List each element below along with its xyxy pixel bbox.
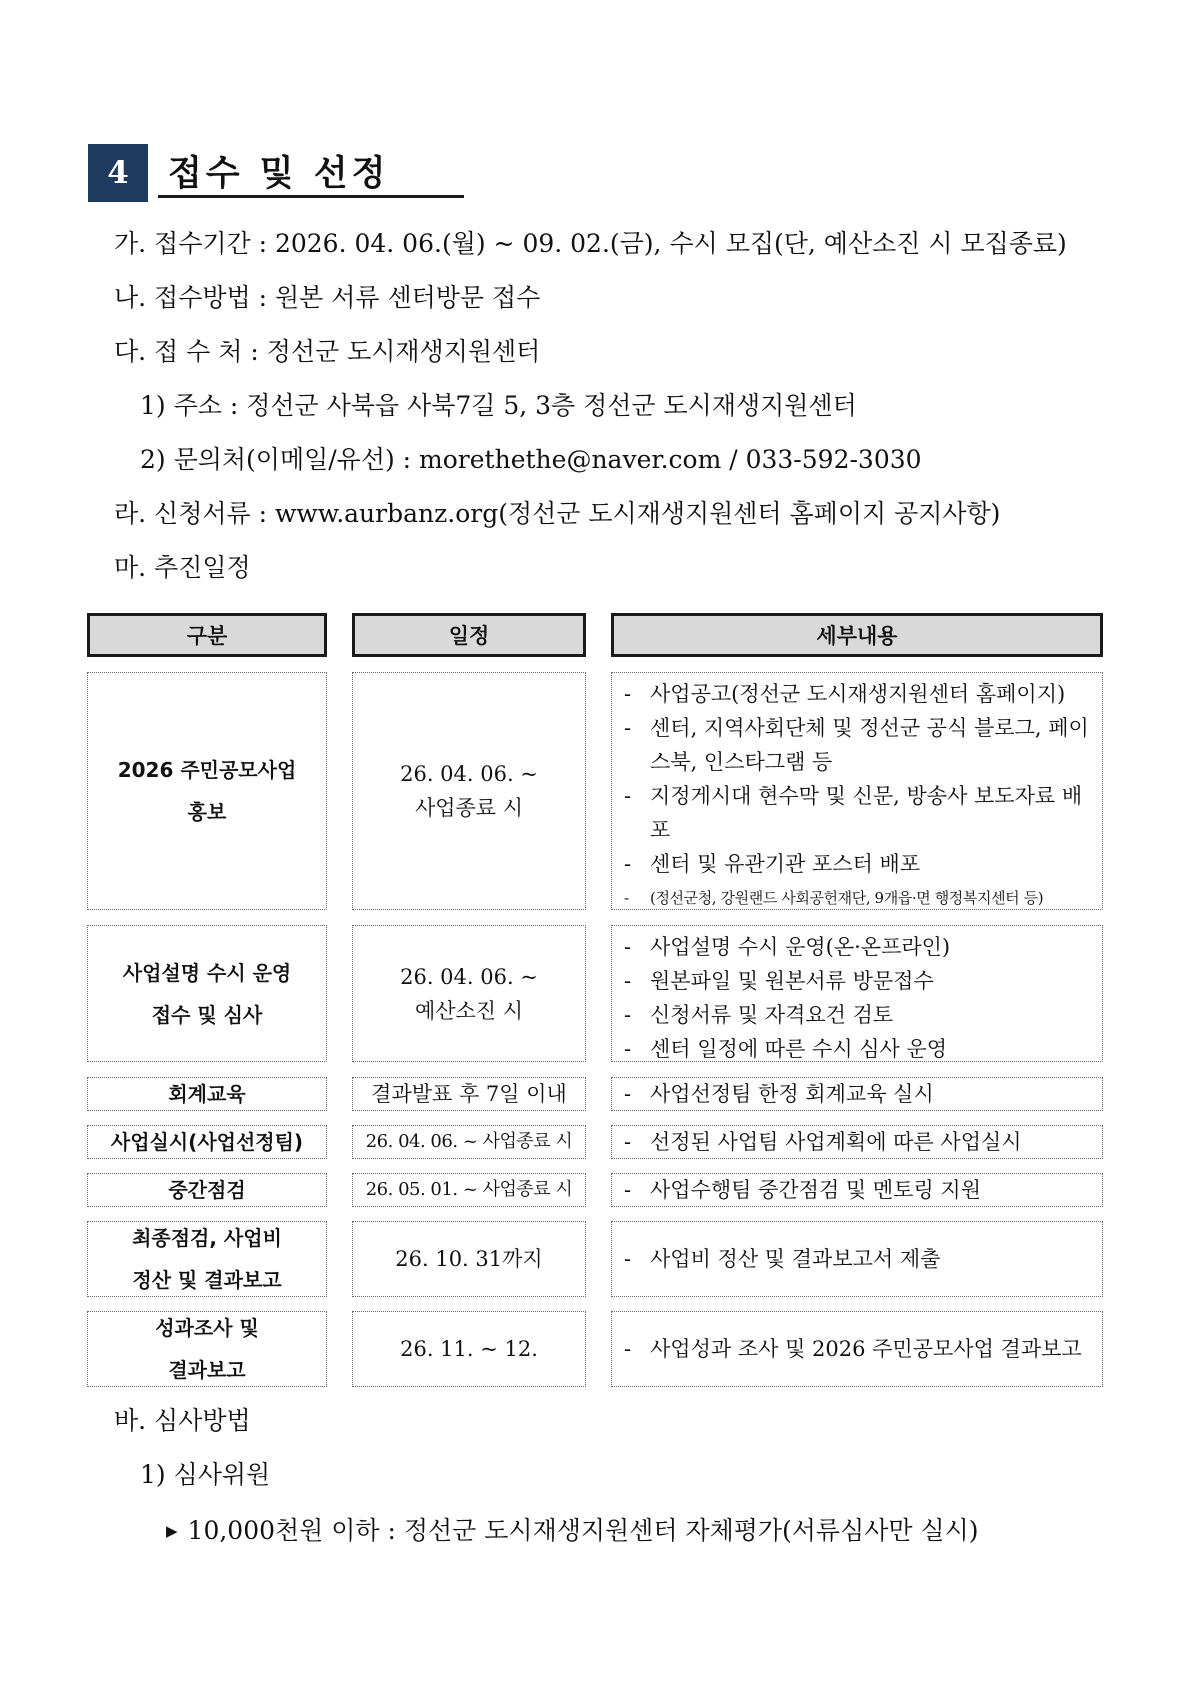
table-row-category: 중간점검: [87, 1173, 327, 1207]
table-row-category: 사업설명 수시 운영 접수 및 심사: [87, 925, 327, 1062]
table-row-details: [611, 1221, 1103, 1297]
reviewers-criteria: ▶ 10,000천원 이하 : 정선군 도시재생지원센터 자체평가(서류심사만 실시): [166, 1516, 979, 1545]
list-item: - 신청서류 및 자격요건 검토: [622, 998, 1094, 1032]
table-row-details: [611, 1173, 1103, 1207]
application-documents: 라. 신청서류 : www.aurbanz.org(정선군 도시재생지원센터 홈페이지 공지사항): [114, 499, 1001, 528]
header-details: 세부내용: [611, 613, 1103, 657]
reviewers-subheading: 1) 심사위원: [140, 1460, 271, 1489]
list-item: - 센터 및 유관기관 포스터 배포: [622, 847, 1094, 881]
list-item: - 사업설명 수시 운영(온·온프라인): [622, 930, 1094, 964]
table-row-details: [611, 1125, 1103, 1159]
header-period: 일정: [352, 613, 586, 657]
table-row-period: 26. 04. 06. ~ 사업종료 시: [352, 672, 586, 910]
table-row-category: 2026 주민공모사업 홍보: [87, 672, 327, 910]
table-row-period: 결과발표 후 7일 이내: [352, 1077, 586, 1111]
table-row-category: 사업실시(사업선정팀): [87, 1125, 327, 1159]
list-item: - 사업수행팀 중간점검 및 멘토링 지원: [622, 1173, 981, 1207]
address: 1) 주소 : 정선군 사북읍 사북7길 5, 3층 정선군 도시재생지원센터: [140, 391, 857, 420]
receipt-method: 나. 접수방법 : 원본 서류 센터방문 접수: [114, 283, 541, 312]
triangle-bullet-icon: ▶: [166, 1522, 178, 1540]
table-row-category: 최종점검, 사업비 정산 및 결과보고: [87, 1221, 327, 1297]
list-item: - 선정된 사업팀 사업계획에 따른 사업실시: [622, 1125, 1022, 1159]
list-item: - 센터, 지역사회단체 및 정선군 공식 블로그, 페이스북, 인스타그램 등: [622, 711, 1094, 779]
review-method-heading: 바. 심사방법: [114, 1406, 251, 1435]
list-item: - (정선군청, 강원랜드 사회공헌재단, 9개읍·면 행정복지센터 등): [622, 881, 1094, 915]
schedule-heading: 마. 추진일정: [114, 553, 251, 582]
table-row-details: [611, 672, 1103, 910]
table-row-details: [611, 1311, 1103, 1387]
list-item: - 센터 일정에 따른 수시 심사 운영: [622, 1032, 1094, 1066]
table-row-category: 회계교육: [87, 1077, 327, 1111]
table-row-period: 26. 11. ~ 12.: [352, 1311, 586, 1387]
list-item: - 사업공고(정선군 도시재생지원센터 홈페이지): [622, 677, 1094, 711]
list-item: - 사업비 정산 및 결과보고서 제출: [622, 1242, 940, 1276]
list-item: - 지정게시대 현수막 및 신문, 방송사 보도자료 배포: [622, 779, 1094, 847]
list-item: - 사업성과 조사 및 2026 주민공모사업 결과보고: [622, 1332, 1082, 1366]
table-row-details: [611, 1077, 1103, 1111]
table-row-period: 26. 05. 01. ~ 사업종료 시: [352, 1173, 586, 1207]
table-row-category: 성과조사 및 결과보고: [87, 1311, 327, 1387]
table-row-period: 26. 04. 06. ~ 사업종료 시: [352, 1125, 586, 1159]
list-item: - 사업선정팀 한정 회계교육 실시: [622, 1077, 934, 1111]
receipt-place: 다. 접 수 처 : 정선군 도시재생지원센터: [114, 337, 541, 366]
contact: 2) 문의처(이메일/유선) : morethethe@naver.com / 033-592-3030: [140, 445, 922, 474]
header-category: 구분: [87, 613, 327, 657]
table-row-details: [611, 925, 1103, 1062]
list-item: - 원본파일 및 원본서류 방문접수: [622, 964, 1094, 998]
table-row-period: 26. 04. 06. ~ 예산소진 시: [352, 925, 586, 1062]
section-number: 4: [88, 144, 148, 202]
table-row-period: 26. 10. 31까지: [352, 1221, 586, 1297]
section-title: 접수 및 선정: [158, 146, 464, 198]
receipt-period: 가. 접수기간 : 2026. 04. 06.(월) ~ 09. 02.(금), 수시 모집(단, 예산소진 시 모집종료): [114, 229, 1067, 258]
